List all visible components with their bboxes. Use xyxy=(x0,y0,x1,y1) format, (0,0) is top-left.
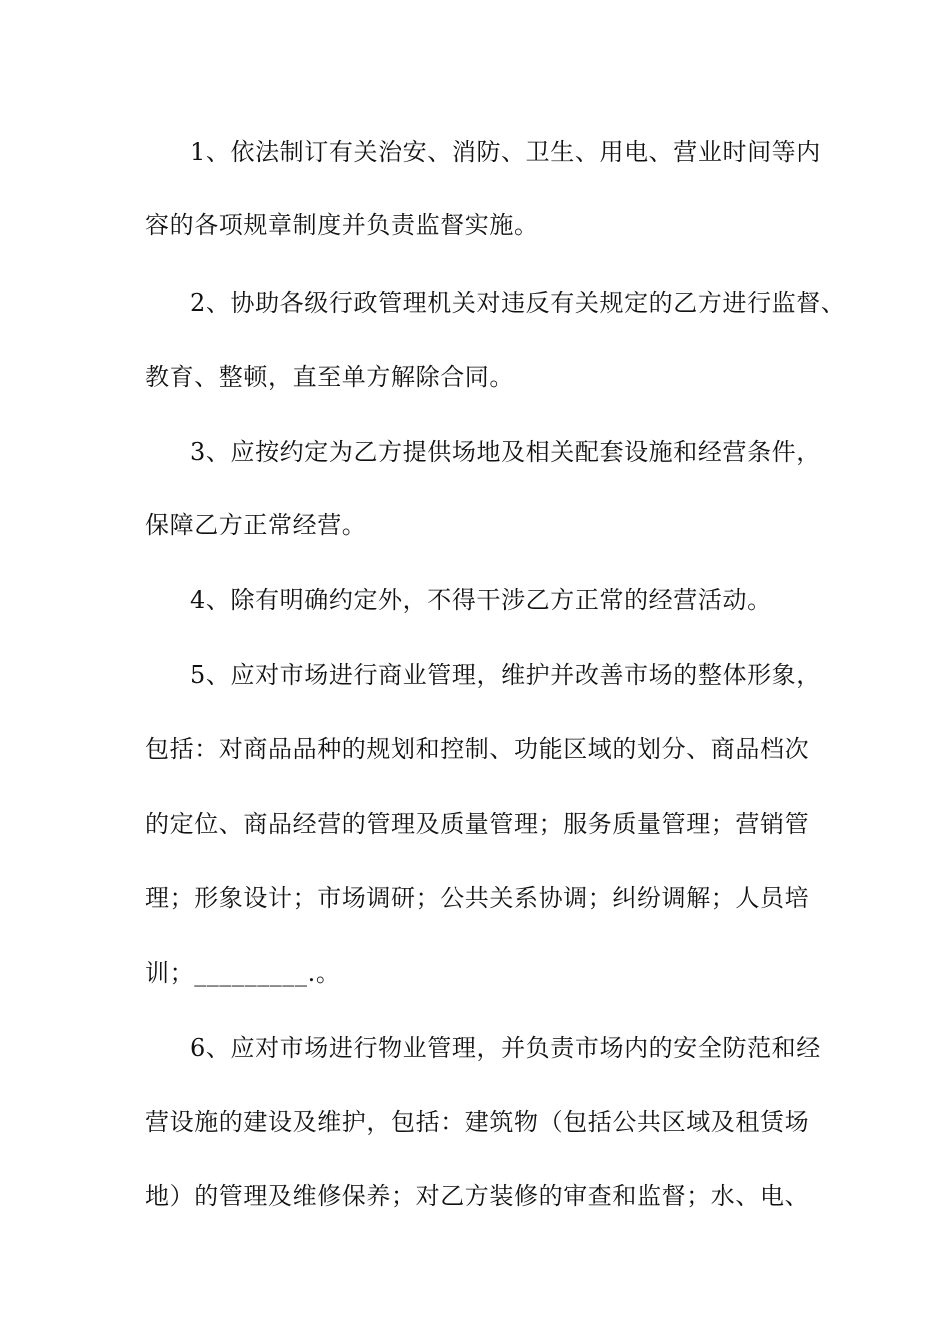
paragraph-6-line-3: 地）的管理及维修保养；对乙方装修的审查和监督；水、电、 xyxy=(145,1182,810,1210)
paragraph-5-line-3: 的定位、商品经营的管理及质量管理；服务质量管理；营销管 xyxy=(145,810,810,838)
paragraph-5-line-5: 训；_________.。 xyxy=(145,959,341,987)
paragraph-2-line-1: 2、协助各级行政管理机关对违反有关规定的乙方进行监督、 xyxy=(190,289,846,317)
paragraph-5-line-1: 5、应对市场进行商业管理，维护并改善市场的整体形象， xyxy=(190,661,821,689)
paragraph-6-line-2: 营设施的建设及维护，包括：建筑物（包括公共区域及租赁场 xyxy=(145,1108,810,1136)
paragraph-4-line-1: 4、除有明确约定外，不得干涉乙方正常的经营活动。 xyxy=(190,586,772,614)
paragraph-5-line-2: 包括：对商品品种的规划和控制、功能区域的划分、商品档次 xyxy=(145,735,810,763)
paragraph-6-line-1: 6、应对市场进行物业管理，并负责市场内的安全防范和经 xyxy=(190,1034,821,1062)
paragraph-2-line-2: 教育、整顿，直至单方解除合同。 xyxy=(145,363,514,391)
paragraph-5-line-4: 理；形象设计；市场调研；公共关系协调；纠纷调解；人员培 xyxy=(145,884,810,912)
paragraph-1-line-2: 容的各项规章制度并负责监督实施。 xyxy=(145,211,539,239)
paragraph-3-line-2: 保障乙方正常经营。 xyxy=(145,511,367,539)
paragraph-1-line-1: 1、依法制订有关治安、消防、卫生、用电、营业时间等内 xyxy=(190,138,821,166)
paragraph-3-line-1: 3、应按约定为乙方提供场地及相关配套设施和经营条件， xyxy=(190,438,821,466)
